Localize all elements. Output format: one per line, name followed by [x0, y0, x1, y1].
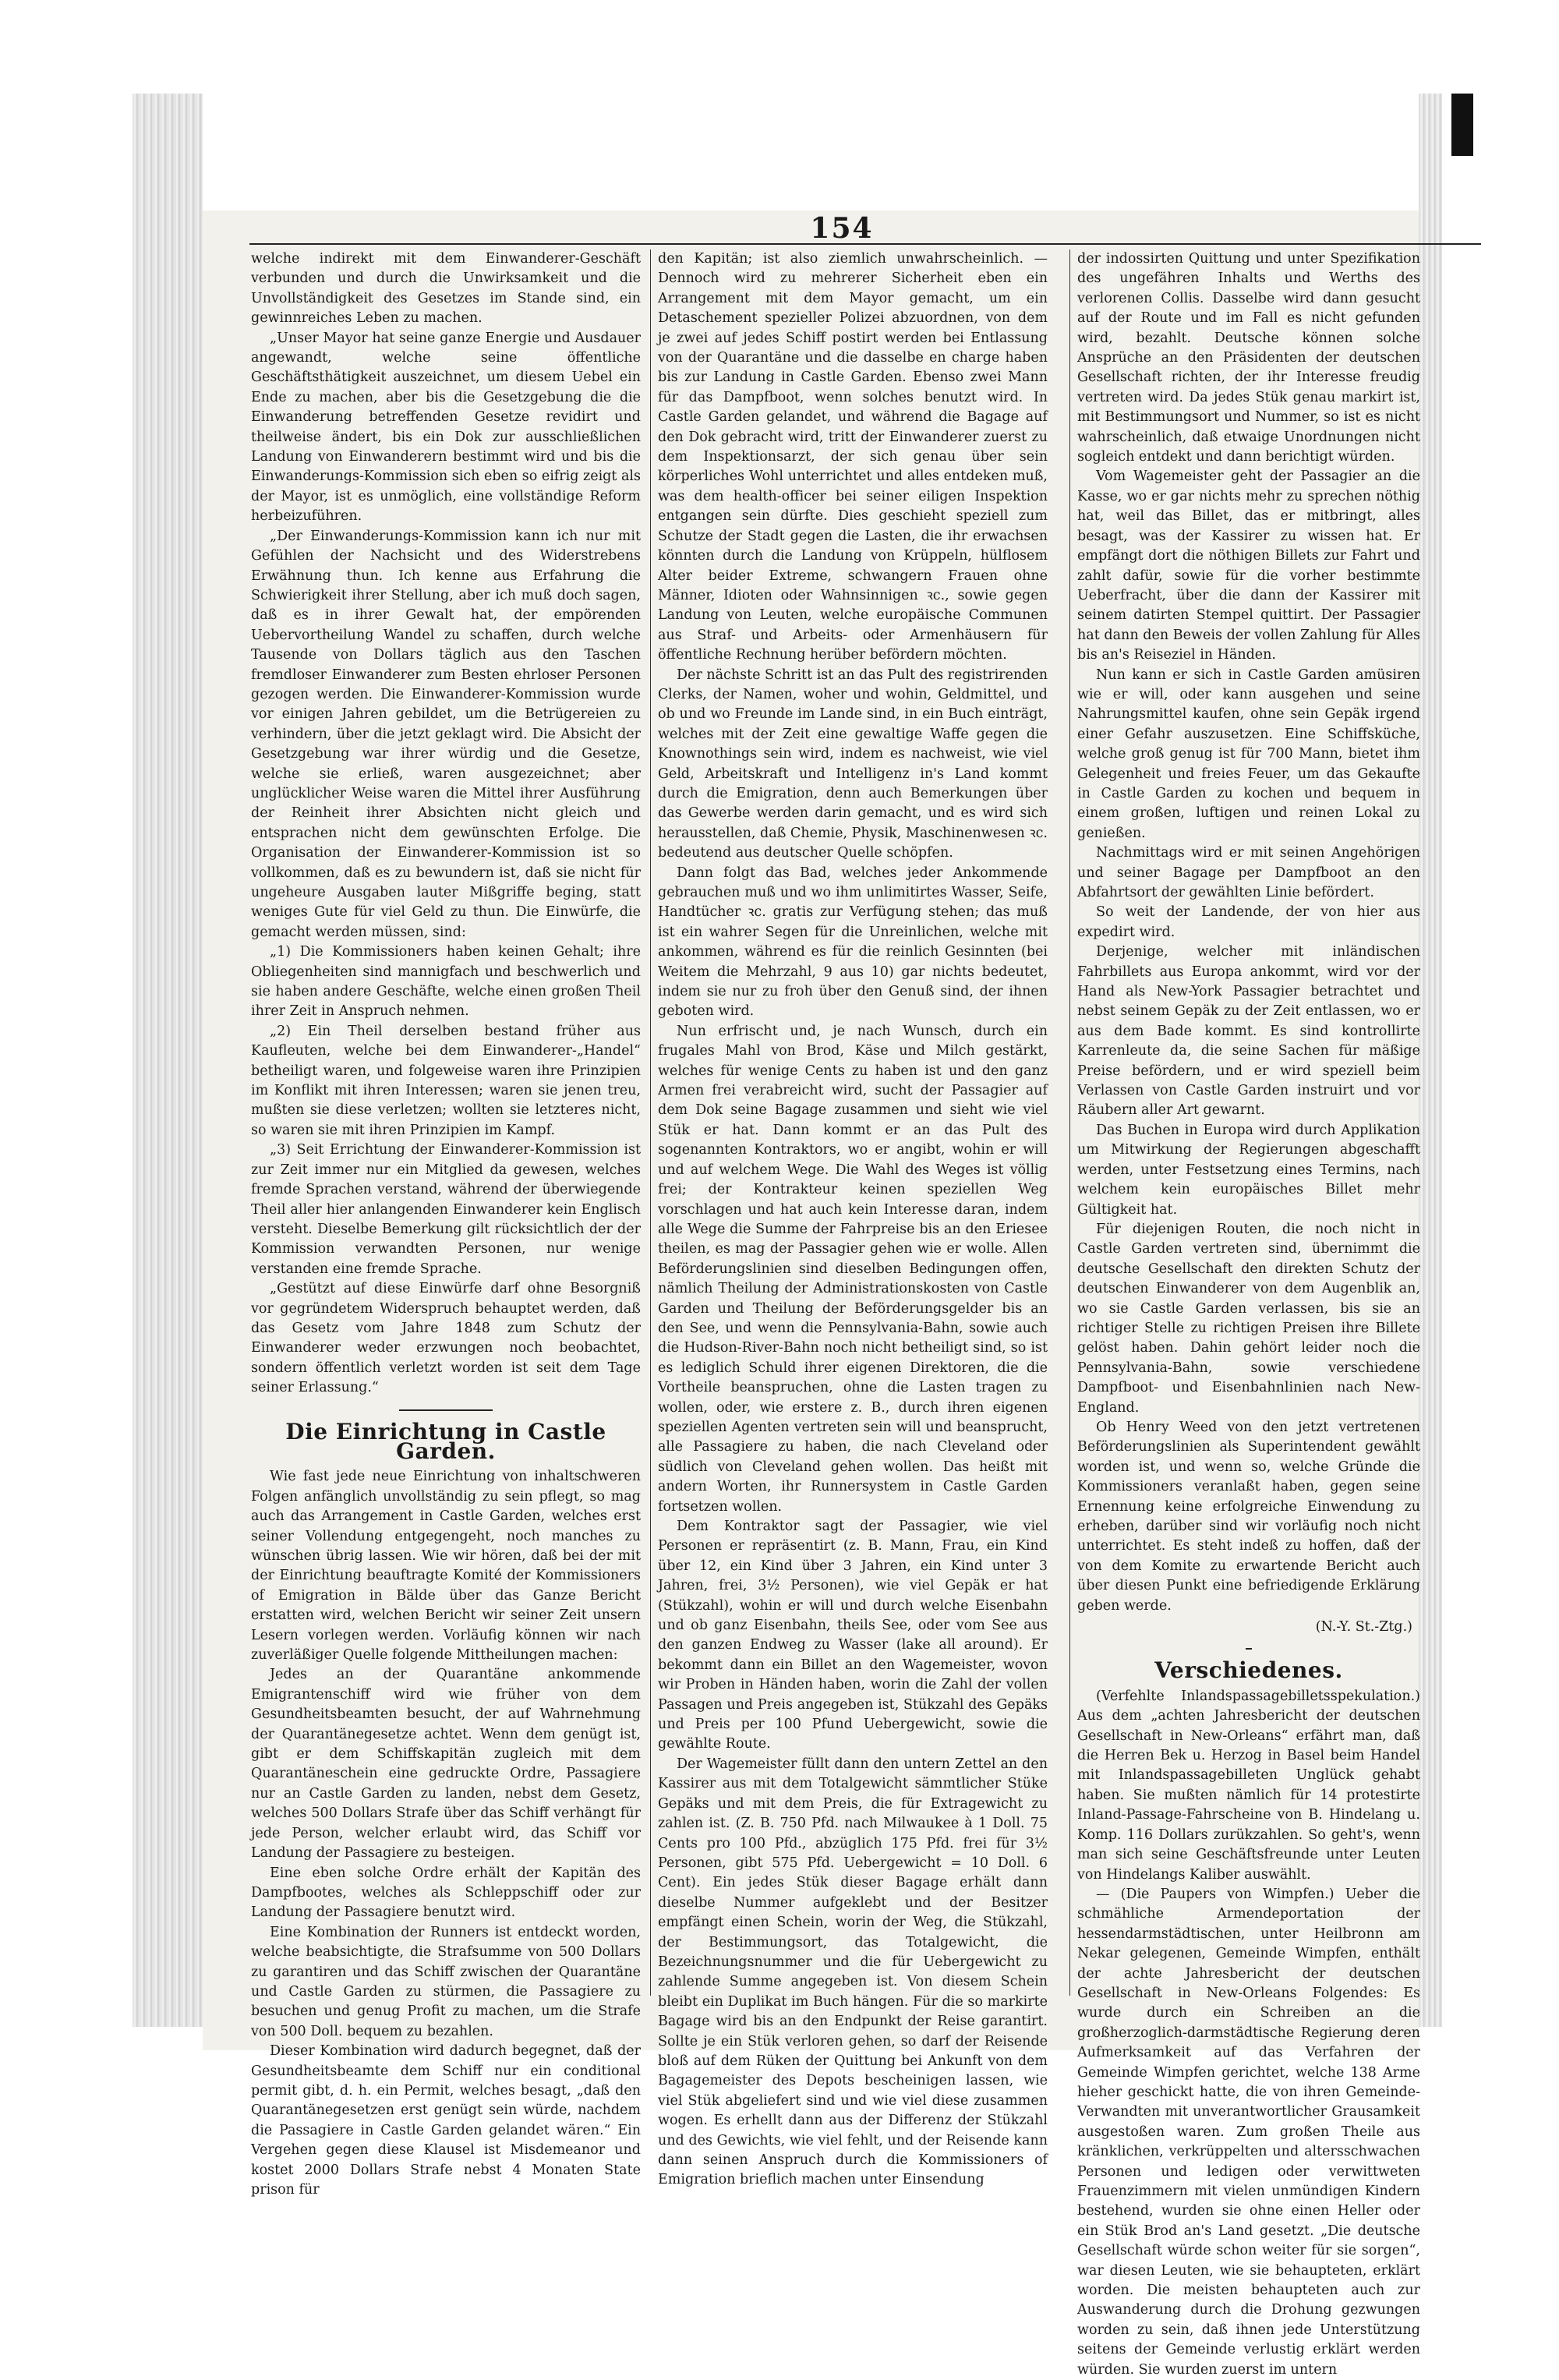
col2-paragraph: den Kapitän; ist also ziemlich unwahrscheinlich. — Dennoch wird zu mehrerer Sicherheit eben ein Arrangement mit dem Mayor gemacht, um ein Detaschement spezieller Polizei abzuordnen, von dem je zwei auf jedes Schiff postirt werden bei Entlassung von der Quarantäne und die dasselbe en charge haben bis zur Landung in Castle Garden. Ebenso zwei Mann für das Dampfboot, wenn solches benutzt wird. In Castle Garden gelandet, und während die Bagage auf den Dok gebracht wird, tritt der Einwanderer zuerst zu dem Inspektionsarzt, der sich genau über sein körperliches Wohl unterrichtet und alles entdeken muß, was dem health-officer bei seiner eiligen Inspektion entgangen sein dürfte. Dies geschieht speziell zum Schutze der Stadt gegen die Lasten, die ihr erwachsen könnten durch die Landung von Krüppeln, hülflosem Alter beider Extreme, schwangern Frauen ohne Männer, Idioten oder Wahnsinnigen ꝛc., sowie gegen Landung von Leuten, welche europäische Communen aus Straf- und Arbeits- oder Armenhäusern für öffentliche Rechnung herüber befördern möchten.: [658, 251, 1048, 663]
col1-paragraph: „2) Ein Theil derselben bestand früher aus Kaufleuten, welche bei dem Einwanderer-„Handel“ betheiligt waren, und folgeweise waren ihre Prinzipien im Konflikt mit ihren Interessen; waren sie jenen treu, mußten sie diese verletzen; wollten sie letzteres nicht, so waren sie mit ihren Prinzipien im Kampf.: [251, 1023, 641, 1138]
col1-paragraph: „Gestützt auf diese Einwürfe darf ohne Besorgniß vor gegründetem Widerspruch behauptet werden, daß das Gesetz vom Jahre 1848 zum Schutz der Einwanderer weder erzwungen noch beobachtet, sondern öffentlich verletzt worden ist seit dem Tage seiner Erlassung.“: [251, 1281, 641, 1396]
source-citation: (N.-Y. St.-Ztg.): [1315, 1619, 1412, 1636]
header-rule: [249, 243, 1481, 245]
section-heading-verschiedenes: Verschiedenes.: [1154, 1657, 1343, 1684]
col1-paragraph: „3) Seit Errichtung der Einwanderer-Kommission ist zur Zeit immer nur ein Mitglied da gewesen, welches fremde Sprachen verstand, während der überwiegende Theil aller hier anlangenden Einwanderer kein Englisch versteht. Dieselbe Bemerkung gilt rücksichtlich der der Kommission verwandten Personen, nur wenige verstanden eine fremde Sprache.: [251, 1142, 641, 1277]
col3-paragraph: Das Buchen in Europa wird durch Applikation um Mitwirkung der Regierungen abgeschafft werden, unter Festsetzung eines Termins, nach welchem kein europäisches Billet mehr Gültigkeit hat.: [1077, 1122, 1420, 1218]
column-rule: [650, 249, 651, 1996]
col1-paragraph: Eine Kombination der Runners ist entdeckt worden, welche beabsichtigte, die Strafsumme von 500 Dollars zu garantiren und das Schiff zwischen der Quarantäne und Castle Garden zu stürmen, die Passagiere zu besuchen und genug Profit zu machen, um die Strafe von 500 Doll. bequem zu bezahlen.: [251, 1924, 641, 2039]
page-number: 154: [810, 212, 874, 245]
col3-paragraph: Nachmittags wird er mit seinen Angehörigen und seiner Bagage per Dampfboot an den Abfahrtsort der gewählten Linie befördert.: [1077, 845, 1420, 900]
col1-paragraph: „1) Die Kommissioners haben keinen Gehalt; ihre Obliegenheiten sind mannigfach und beschwerlich und sie haben andere Geschäfte, welche einen großen Theil ihrer Zeit in Anspruch nehmen.: [251, 944, 641, 1020]
col1-paragraph: Jedes an der Quarantäne ankommende Emigrantenschiff wird wie früher von dem Gesundheitsbeamten besucht, der auf Wahrnehmung der Quarantänegesetze achtet. Wenn dem genügt ist, gibt er dem Schiffskapitän zugleich mit dem Quarantäneschein eine gedruckte Ordre, Passagiere nur an Castle Garden zu landen, nebst dem Gesetz, welches 500 Dollars Strafe über das Schiff verhängt für jede Person, welcher erlaubt wird, das Schiff vor Landung der Passagiere zu besteigen.: [251, 1667, 641, 1862]
col3-paragraph: Ob Henry Weed von den jetzt vertretenen Beförderungslinien als Superintendent gewählt worden ist, und wenn so, welche Gründe die Kommissioners veranlaßt haben, gegen seine Ernennung keine erfolgreiche Einwendung zu erheben, darüber sind wir vorläufig noch nicht unterrichtet. Es steht indeß zu hoffen, daß der von dem Komite zu erwartende Bericht auch über diesen Punkt eine befriedigende Erklärung geben werde.: [1077, 1419, 1420, 1614]
col3-paragraph: Vom Wagemeister geht der Passagier an die Kasse, wo er gar nichts mehr zu sprechen nöthig hat, weil das Billet, das er mitbringt, alles besagt, was der Kassirer zu wissen hat. Er empfängt dort die nöthigen Billets zur Fahrt und zahlt dafür, sowie für die vorher bestimmte Ueberfracht, über die dann der Kassirer mit seinem datirten Stempel quittirt. Der Passagier hat dann den Beweis der vollen Zahlung für Alles bis an's Reiseziel in Händen.: [1077, 469, 1420, 663]
column-3: [1077, 249, 1420, 2378]
col3-paragraph: der indossirten Quittung und unter Spezifikation des ungefähren Inhalts und Werths des verlorenen Collis. Dasselbe wird dann gesucht auf der Route und im Fall es nicht gefunden wird, bezahlt. Deutsche können solche Ansprüche an den Präsidenten der deutschen Gesellschaft richten, der ihr Interesse freudig vertreten wird. Da jedes Stük genau markirt ist, mit Bestimmungsort und Nummer, so ist es nicht wahrscheinlich, daß etwaige Unordnungen nicht sogleich entdekt und dann berichtigt würden.: [1077, 251, 1420, 465]
ornament-separator: [1246, 1648, 1252, 1650]
col3-paragraph: Derjenige, welcher mit inländischen Fahrbillets aus Europa ankommt, wird vor der Hand als New-York Passagier betrachtet und nebst seinem Gepäk zu der Zeit entlassen, wo er aus dem Bade kommt. Es sind kontrollirte Karrenleute da, die seine Sachen für mäßige Preise befördern, und er wird speziell beim Verlassen von Castle Garden instruirt und vor Räubern aller Art gewarnt.: [1077, 944, 1420, 1119]
col1-paragraph: Dieser Kombination wird dadurch begegnet, daß der Gesundheitsbeamte dem Schiff nur ein conditional permit gibt, d. h. ein Permit, welches besagt, „daß den Quarantänegesetzen erst genügt sein würde, nachdem die Passagiere in Castle Garden gelandet wären.“ Ein Vergehen gegen diese Klausel ist Misdemeanor und kostet 2000 Dollars Strafe nebst 4 Monaten State prison für: [251, 2043, 641, 2198]
col3-paragraph: Für diejenigen Routen, die noch nicht in Castle Garden vertreten sind, übernimmt die deutsche Gesellschaft den direkten Schutz der deutschen Einwanderer von dem Augenblik an, wo sie Castle Garden verlassen, bis sie an richtiger Stelle zu richtigen Preisen ihre Billete gelöst haben. Dahin gehört leider noch die Pennsylvania-Bahn, sowie verschiedene Dampfboot- und Eisenbahnlinien nach New-England.: [1077, 1221, 1420, 1416]
col1-paragraph: „Der Einwanderungs-Kommission kann ich nur mit Gefühlen der Nachsicht und des Widerstrebens Erwähnung thun. Ich kenne aus Erfahrung die Schwierigkeit ihrer Stellung, aber ich muß doch sagen, daß es in ihrer Gewalt hat, der empörenden Uebervortheilung Wandel zu schaffen, durch welche Tausende von Dollars täglich aus den Taschen fremdloser Einwanderer zum Besten ehrloser Personen gezogen werden. Die Einwanderer-Kommission wurde vor einigen Jahren gebildet, um die Betrügereien zu verhindern, über die jetzt geklagt wird. Die Absicht der Gesetzgebung war ihrer würdig und die Gesetze, welche sie erließ, waren ausgezeichnet; aber unglücklicher Weise waren die Mittel ihrer Ausführung der Reinheit ihrer Absichten nicht gleich und entsprachen nicht dem gewünschten Erfolge. Die Organisation der Einwanderer-Kommission ist so vollkommen, daß es zu bewundern ist, daß sie nicht für ungeheure Ausgaben lauter Mißgriffe beging, statt weniges Gute für viel Geld zu thun. Die Einwürfe, die gemacht werden müssen, sind:: [251, 528, 641, 940]
col1-paragraph: „Unser Mayor hat seine ganze Energie und Ausdauer angewandt, welche seine öffentliche Geschäftsthätigkeit auszeichnet, um diesem Uebel ein Ende zu machen, aber bis die Gesetzgebung die die Einwanderung betreffenden Gesetze revidirt und theilweise ändert, bis ein Dok zur ausschließlichen Landung von Einwanderern bestimmt wird und bis die Einwanderungs-Kommission sich eben so eifrig zeigt als der Mayor, ist es unmöglich, eine vollständige Reform herbeizuführen.: [251, 330, 641, 525]
column-rule: [1069, 249, 1070, 1996]
section-separator: [399, 1409, 493, 1411]
column-1: [251, 249, 641, 2198]
col1-paragraph: Wie fast jede neue Einrichtung von inhaltschweren Folgen anfänglich unvollständig zu sein pflegt, so mag auch das Arrangement in Castle Garden, welches erst seiner Vollendung entgegengeht, noch manches zu wünschen übrig lassen. Wie wir hören, daß bei der mit der Einrichtung beauftragte Komité der Kommissioners of Emigration in Bälde über das Ganze Bericht erstatten wird, welchen Bericht wir seiner Zeit unsern Lesern vorlegen werden. Vorläufig können wir nach zuverläßiger Quelle folgende Mittheilungen machen:: [251, 1469, 641, 1664]
col1-paragraph: welche indirekt mit dem Einwanderer-Geschäft verbunden und durch die Unwirksamkeit und die Unvollständigkeit des Gesetzes im Stande sind, ein gewinnreiches Leben zu machen.: [251, 251, 641, 327]
page-binding-left: [133, 94, 203, 2027]
col2-paragraph: Nun erfrischt und, je nach Wunsch, durch ein frugales Mahl von Brod, Käse und Milch gestärkt, welches für wenige Cents zu haben ist und den ganz Armen frei verabreicht wird, sucht der Passagier auf dem Dok seine Bagage zusammen und sieht wie viel Stük er hat. Dann kommt er an das Pult des sogenannten Kontraktors, wo er angibt, wohin er will und auf welchem Wege. Die Wahl des Weges ist völlig frei; der Kontrakteur keinen speziellen Weg vorschlagen und hat auch kein Interesse daran, indem alle Wege die Summe der Fahrpreise bis an den Eriesee theilen, es mag der Passagier gehen wie er wolle. Allen Beförderungslinien sind dieselben Bedingungen offen, nämlich Theilung der Administrationskosten von Castle Garden und Theilung der Beförderungsgelder bis an den See, und wenn die Pennsylvania-Bahn, sowie auch die Hudson-River-Bahn noch nicht betheiligt sind, so ist es lediglich Schuld ihrer eigenen Direktoren, die die Vortheile beanspruchen, ohne die Lasten tragen zu wollen, oder, wie erstere z. B., durch ihren eigenen speziellen Agenten vertreten sein will und beansprucht, alle Passagiere zu haben, die nach Cleveland oder südlich von Cleveland gehen wollen. Das heißt mit andern Worten, ihr Runnersystem in Castle Garden fortsetzen wollen.: [658, 1023, 1048, 1515]
col3-paragraph: So weit der Landende, der von hier aus expedirt wird.: [1077, 904, 1420, 940]
column-2: [658, 249, 1048, 2188]
section-heading-castle-garden: Die Einrichtung in Castle Garden.: [285, 1418, 606, 1464]
page-edge-mark: [1451, 94, 1473, 156]
col3-paragraph: (Verfehlte Inlandspassagebilletsspekulation.) Aus dem „achten Jahresbericht der deutschen Gesellschaft in New-Orleans“ erfährt man, daß die Herren Bek u. Herzog in Basel beim Handel mit Inlandspassagebilleten Unglück gehabt haben. Sie mußten nämlich für 14 protestirte Inland-Passage-Fahrscheine von B. Hindelang u. Komp. 116 Dollars zurükzahlen. So geht's, wenn man sich seine Geschäftsfreunde unter Leuten von Hindelangs Kaliber auswählt.: [1077, 1688, 1420, 1883]
col2-paragraph: Dem Kontraktor sagt der Passagier, wie viel Personen er repräsentirt (z. B. Mann, Frau, ein Kind über 12, ein Kind über 3 Jahren, ein Kind unter 3 Jahren, frei, 3½ Personen), wie viel Gepäk er hat (Stükzahl), wohin er will und durch welche Eisenbahn und ob ganz Eisenbahn, theils See, oder vom See aus den ganzen Endweg zu Wasser (lake all around). Er bekommt dann ein Billet an den Wagemeister, wovon wir Proben in Händen haben, worin die Zahl der vollen Passagen und Preis angegeben ist, Stükzahl des Gepäks und Preis per 100 Pfund Uebergewicht, sowie die gewählte Route.: [658, 1519, 1048, 1752]
col3-paragraph: Nun kann er sich in Castle Garden amüsiren wie er will, oder kann ausgehen und seine Nahrungsmittel kaufen, ohne sein Gepäk irgend einer Gefahr auszusetzen. Eine Schiffsküche, welche groß genug ist für 700 Mann, bietet ihm Gelegenheit und freies Feuer, um das Gekaufte in Castle Garden zu kochen und bequem in einem großen, luftigen und reinen Lokal zu genießen.: [1077, 667, 1420, 841]
col2-paragraph: Der Wagemeister füllt dann den untern Zettel an den Kassirer aus mit dem Totalgewicht sämmtlicher Stüke Gepäks und mit dem Preis, die für Extragewicht zu zahlen ist. (Z. B. 750 Pfd. nach Milwaukee à 1 Doll. 75 Cents pro 100 Pfd., abzüglich 175 Pfd. frei für 3½ Personen, gibt 575 Pfd. Uebergewicht = 10 Doll. 6 Cent). Ein jedes Stük dieser Bagage erhält dann dieselbe Nummer aufgeklebt und der Besitzer empfängt einen Schein, worin der Weg, die Stükzahl, der Bestimmungsort, das Totalgewicht, die Bezeichnungsnummer und die für Uebergewicht zu zahlende Summe angegeben ist. Von diesem Schein bleibt ein Duplikat im Buch hängen. Für die so markirte Bagage wird bis an den Endpunkt der Reise garantirt. Sollte je ein Stük verloren gehen, so darf der Reisende bloß auf dem Rüken der Quittung bei Ankunft von dem Bagagemeister des Depots bescheinigen lassen, wie viel Stük abgeliefert sind und wie viel diese zusammen wogen. Es erhellt dann aus der Differenz der Stükzahl und des Gewichts, wie viel fehlt, und der Reisende kann dann seinen Anspruch durch die Kommissioners of Emigration brieflich machen unter Einsendung: [658, 1756, 1048, 2188]
col2-paragraph: Dann folgt das Bad, welches jeder Ankommende gebrauchen muß und wo ihm unlimitirtes Wasser, Seife, Handtücher ꝛc. gratis zur Verfügung stehen; das muß ist ein wahrer Segen für die Unreinlichen, welche mit ankommen, während es für die reinlich Gesinnten (bei Weitem die Mehrzahl, 9 aus 10) gar nichts bedeutet, indem sie nur zu froh über den Genuß sind, der ihnen geboten wird.: [658, 865, 1048, 1020]
page-edge-right: [1419, 94, 1442, 2027]
col3-paragraph: — (Die Paupers von Wimpfen.) Ueber die schmähliche Armendeportation der hessendarmstädtischen, unter Heilbronn am Nekar gelegenen, Gemeinde Wimpfen, enthält der achte Jahresbericht der deutschen Gesellschaft in New-Orleans Folgendes: Es wurde durch ein Schreiben an die großherzoglich-darmstädtische Regierung deren Aufmerksamkeit auf das Verfahren der Gemeinde Wimpfen gerichtet, welche 138 Arme hieher geschickt hatte, die von ihren Gemeinde-Verwandten mit unverantwortlicher Grausamkeit ausgestoßen waren. Zum großen Theile aus kränklichen, verkrüppelten und altersschwachen Personen und ledigen oder verwittweten Frauenzimmern mit vielen unmündigen Kindern bestehend, wurden sie ohne einen Heller oder ein Stük Brod an's Land gesetzt. „Die deutsche Gesellschaft würde schon weiter für sie sorgen“, war diesen Leuten, wie sie behaupteten, erklärt worden. Die meisten behaupteten auch zur Auswanderung durch die Drohung gezwungen worden zu sein, daß ihnen jede Unterstützung seitens der Gemeinde verlustig erklärt werden würden. Sie wurden zuerst im untern: [1077, 1886, 1420, 2378]
col2-paragraph: Der nächste Schritt ist an das Pult des registrirenden Clerks, der Namen, woher und wohin, Geldmittel, und ob und wo Freunde im Lande sind, in ein Buch einträgt, welches mit der Zeit eine gewaltige Waffe gegen die Knownothings sein wird, indem es nachweist, wie viel Geld, Arbeitskraft und Intelligenz in's Land kommt durch die Emigration, denn auch Bemerkungen über das Gewerbe werden darin gemacht, und es wird sich herausstellen, daß Chemie, Physik, Maschinenwesen ꝛc. bedeutend aus deutscher Quelle schöpfen.: [658, 667, 1048, 861]
col1-paragraph: Eine eben solche Ordre erhält der Kapitän des Dampfbootes, welches als Schleppschiff oder zur Landung der Passagiere benutzt wird.: [251, 1865, 641, 1921]
